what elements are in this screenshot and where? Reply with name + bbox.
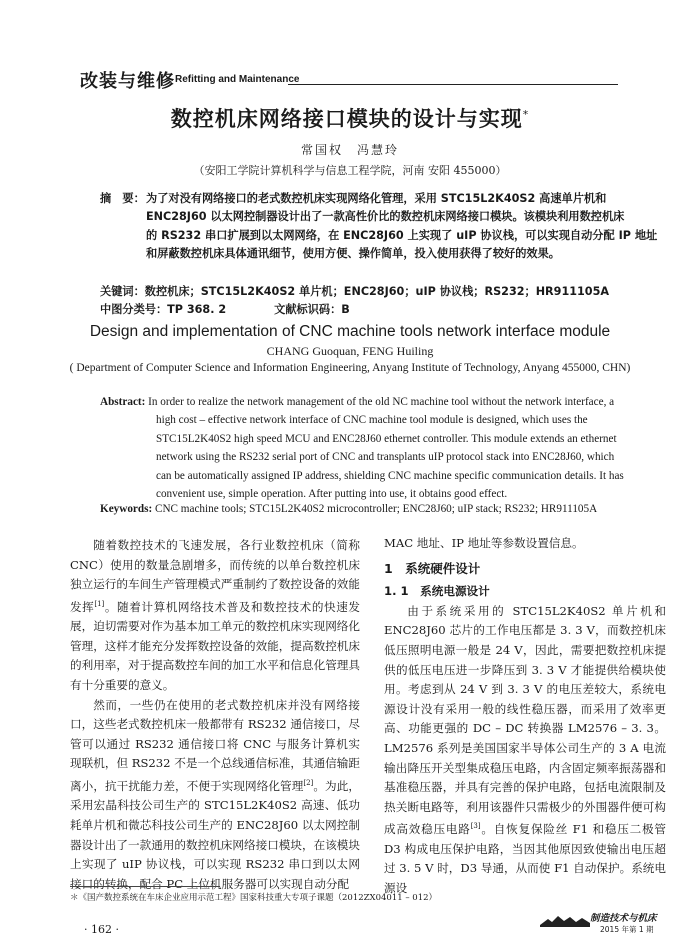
journal-name: 制造技术与机床 <box>590 913 657 924</box>
header-rule <box>288 84 618 85</box>
affiliation-en: ( Department of Computer Science and Information Engineering, Anyang Institute of Technology, Anyang 455000, CHN) <box>69 362 631 374</box>
body-right-column <box>384 534 666 899</box>
doc-code: 文献标识码：B <box>274 303 350 316</box>
body-paragraph: MAC 地址、IP 地址等参数设置信息。 <box>384 536 584 550</box>
clc-number: 中图分类号：TP 368. 2 <box>100 303 227 316</box>
body-paragraph: 随着数控技术的飞速发展，各行业数控机床（简称 CNC）使用的数量急剧增多，而传统的以单台数控机床独立运行的车间生产管理模式严重制约了数控设备的效能发挥[1]。随着计算机网络技术普及和数控技术的快速发展，迫切需要对作为基本加工单元的数控机床实现网络化管理，这样才能充分发挥数控设备的效能，提高数控机床的利用率，对于提高数控车间的加工水平和信息化管理具有十分重要的意义。 <box>70 538 360 693</box>
abstract-cn-line: 摘 要：为了对没有网络接口的老式数控机床实现网络化管理，采用 STC15L2K40S2 高速单片机和 <box>100 190 670 208</box>
citation: [1] <box>94 599 105 608</box>
affiliation-cn: （安阳工学院计算机科学与信息工程学院，河南 安阳 455000） <box>193 164 507 177</box>
journal-logo-icon <box>540 913 590 927</box>
abstract-cn-label: 摘 要： <box>100 192 145 205</box>
abstract-en <box>100 393 670 503</box>
abstract-cn-line: ENC28J60 以太网控制器设计出了一款高性价比的数控机床网络接口模块。该模块利用数控机床 <box>146 210 625 224</box>
body-paragraph: 然而，一些仍在使用的老式数控机床并没有网络接口，这些老式数控机床一般都带有 RS232 通信接口，尽管可以通过 RS232 通信接口将 CNC 与服务计算机实现联机，但 RS232 不是一个总线通信标准，其通信输距离小，抗干扰能力差，不便于实现网络化管理[2]。为此，采用宏晶科技公司生产的 STC15L2K40S2 高速、低功耗单片机和微芯科技公司生产的 ENC28J60 以太网控制器设计出了一款通用的数控机床网络接口模块，在该模块上实现了 uIP 协议栈，可以实现 RS232 串口到以太网接口的转换，配合 PC 上位机服务器可以实现自动分配 <box>70 697 360 891</box>
abstract-en-line: can be automatically assigned IP address, shielding CNC machine specific communication details. It has <box>156 469 624 482</box>
abstract-cn-line: 和屏蔽数控机床具体通讯细节，使用方便、操作简单，投入使用获得了较好的效果。 <box>146 247 560 261</box>
footnote: ＊《国产数控系统在车床企业应用示范工程》国家科技重大专项子课题（2012ZX04011 – 012） <box>70 893 438 903</box>
abstract-cn <box>100 190 670 264</box>
abstract-en-label: Abstract: <box>100 396 146 408</box>
abstract-en-line: Abstract: In order to realize the network management of the old NC machine tool without the network interface, a <box>100 396 615 408</box>
abstract-en-line: high cost – effective network interface of CNC machine tool module is designed, which uses the <box>156 414 588 427</box>
subsection-heading: 1. 1 系统电源设计 <box>384 584 490 599</box>
paper-title-en: Design and implementation of CNC machine tools network interface module <box>89 323 611 340</box>
footnote-rule <box>70 886 220 887</box>
section-heading: 1 系统硬件设计 <box>384 560 481 576</box>
section-title-cn: 改装与维修 <box>80 71 175 92</box>
section-title-en: Refitting and Maintenance <box>175 74 300 85</box>
keywords-cn: 关键词：数控机床；STC15L2K40S2 单片机；ENC28J60；uIP 协议栈；RS232；HR911105A <box>100 285 610 298</box>
abstract-cn-line: 的 RS232 串口扩展到以太网网络，在 ENC28J60 上实现了 uIP 协议栈，可以实现自动分配 IP 地址 <box>146 228 658 242</box>
paper-title-cn: 数控机床网络接口模块的设计与实现* <box>170 107 530 131</box>
body-paragraph: 由于系统采用的 STC15L2K40S2 单片机和 ENC28J60 芯片的工作电压都是 3. 3 V，而数控机床低压照明电源一般是 24 V，因此，需要把数控机床提供的低压电压进一步降压到 3. 3 V 才能提供给模块使用。考虑到从 24 V 到 3. 3 V 的电压差较大，系统电源设计没有采用一般的线性稳压器，而采用了效率更高、功能更强的 DC – DC 转换器 LM2576 – 3. 3。LM2576 系列是美国国家半导体公司生产的 3 A 电流输出降压开关型集成稳压电路，内含固定频率振荡器和基准稳压器，并具有完善的保护电路，包括电流限制及热关断电路等，利用该器件只需极少的外围器件便可构成高效稳压电路[3]。自恢复保险丝 F1 和稳压二极管 D3 构成电压保护电路，当因其他原因致使输出电压超过 3. 5 V 时，D3 导通，从而使 F1 自动保护。系统电源设 <box>384 603 666 895</box>
abstract-en-line: convenient use, simple operation. After putting into use, it obtains good effect. <box>156 488 508 501</box>
authors-cn: 常国权 冯慧玲 <box>300 143 399 157</box>
journal-issue: 2015 年第 1 期 <box>600 925 654 934</box>
body-left-column <box>70 536 360 894</box>
abstract-en-line: network using the RS232 serial port of CNC and transplants uIP protocol stack into ENC28J60, which <box>156 451 615 464</box>
page-number: · 162 · <box>84 923 119 936</box>
title-footnote-mark: * <box>522 108 530 121</box>
authors-en: CHANG Guoquan, FENG Huiling <box>266 344 434 358</box>
citation: [2] <box>303 778 314 787</box>
classification <box>100 301 670 317</box>
citation: [3] <box>470 822 481 831</box>
abstract-en-line: STC15L2K40S2 high speed MCU and ENC28J60 ethernet controller. This module extends an ethernet <box>156 432 617 445</box>
keywords-en: Keywords: CNC machine tools; STC15L2K40S2 microcontroller; ENC28J60; uIP stack; RS232; HR911105A <box>100 503 598 515</box>
